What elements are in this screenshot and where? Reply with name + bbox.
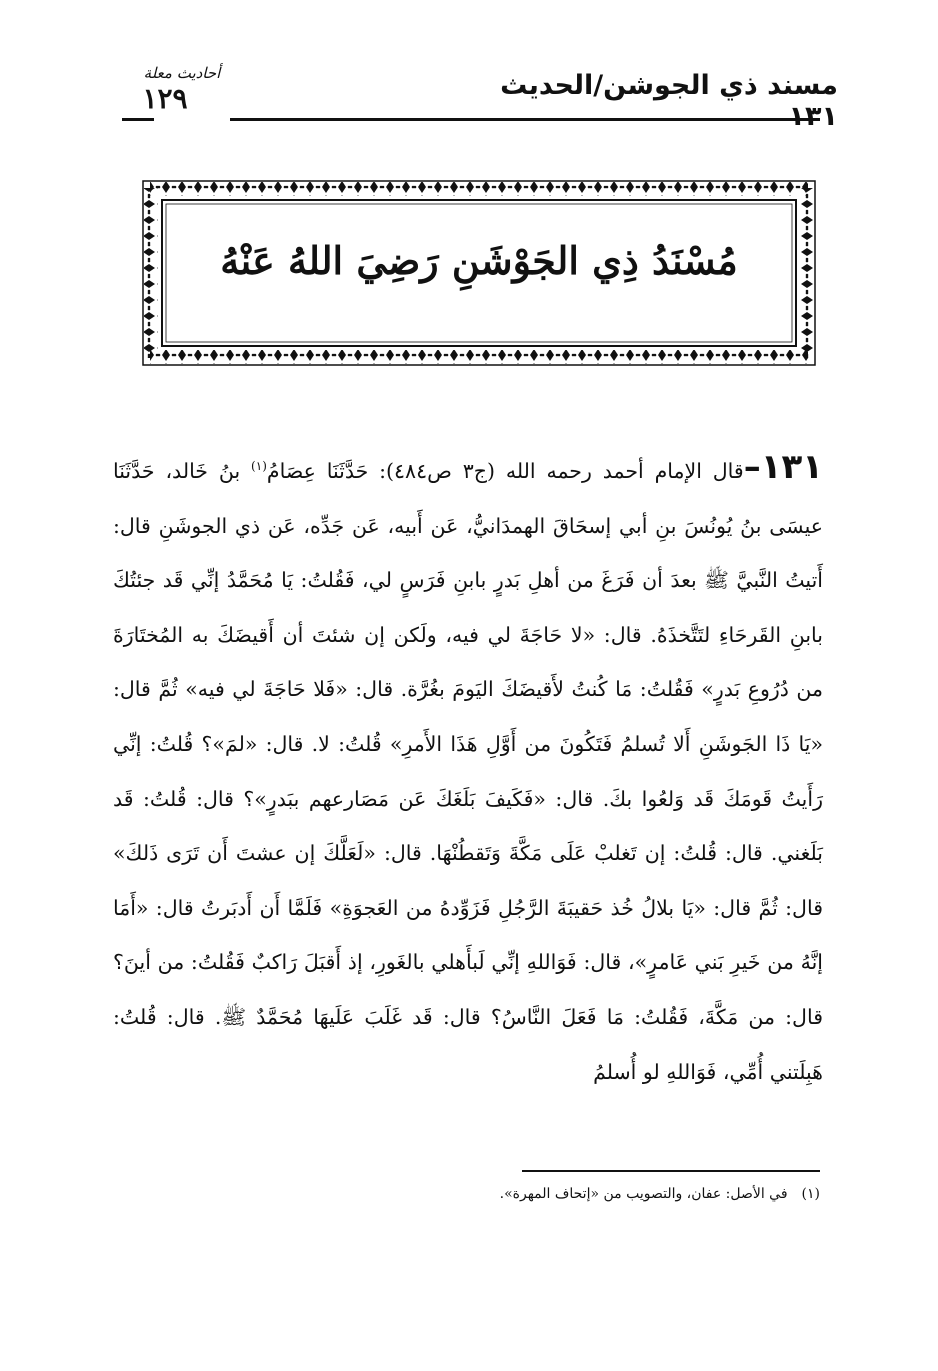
- hadith-text: [113, 440, 823, 1099]
- header-rule: [230, 118, 820, 121]
- footnote-rule: [522, 1170, 820, 1172]
- page-number-rule: [122, 118, 154, 121]
- section-title: مُسْنَدُ ذِي الجَوْشَنِ رَضِيَ اللهُ عَنْهُ: [220, 238, 738, 283]
- ornamental-title-frame: [142, 180, 816, 366]
- footnote-reference: (١): [251, 459, 267, 474]
- page-number: ١٢٩: [142, 82, 188, 115]
- footnote: [320, 1186, 820, 1202]
- hadith-number-dash: –: [743, 447, 761, 487]
- hadith-text-part2: بنُ خَالد، حَدَّثَنَا عيسَى بنُ يُونُسَ بنِ أبي إسحَاقَ الهمدَانيُّ، عَن أَبيه، عَن جَدِّه، عَن ذي الجوشَنِ قال: أَتيتُ النَّبيَّ ﷺ بعدَ أن فَرَغَ من أهلِ بَدرٍ بابنِ فَرَسٍ لي، فَقُلتُ: يَا مُحَمَّدُ إنِّي قَد جئتُكَ بابنِ القَرحَاءِ لتَتَّخذَهُ. قال: «لا حَاجَةَ لي فيه، ولَكن إن شئتَ أن أَقيضَكَ به المُختَارَةَ من دُرُوعِ بَدرٍ» فَقُلتُ: مَا كُنتُ لأَقيضَكَ اليَومَ بغُرَّة. قال: «فَلا حَاجَةَ لي فيه» ثُمَّ قال: «يَا ذَا الجَوشَنِ أَلا تُسلمُ فَتَكُونَ من أَوَّلِ هَذَا الأَمرِ» قُلتُ: لا. قال: «لمَ»؟ قُلتُ: إنِّي رَأَيتُ قَومَكَ قَد وَلعُوا بكَ. قال: «فَكَيفَ بَلَغَكَ عَن مَصَارعهم ببَدرٍ»؟ قال: قُلتُ: قَد بَلَغني. قال: قُلتُ: إن تَغلبْ عَلَى مَكَّةَ وَتَقطُنْهَا. قال: «لَعَلَّكَ إن عشتَ أَن تَرَى ذَلكَ» قال: ثُمَّ قال: «يَا بلالُ خُذ حَقيبَةَ الرَّجُلِ فَزَوِّدهُ من العَجوَةِ» فَلَمَّا أَن أَدبَرتُ قال: «أَمَا إنَّهُ من خَيرِ بَني عَامرٍ»، قال: فَوَاللهِ إنِّي لَبأَهلي بالغَورِ، إذ أَقبَلَ رَاكبٌ فَقُلتُ: من أينَ؟ قال: من مَكَّةَ، فَقُلتُ: مَا فَعَلَ النَّاسُ؟ قال: قَد غَلَبَ عَلَيهَا مُحَمَّدٌ ﷺ. قال: قُلتُ: هَبِلَتني أُمِّي، فَوَاللهِ لو أُسلمُ: [113, 459, 823, 1084]
- running-title: مسند ذي الجوشن/الحديث ١٣١: [500, 70, 838, 132]
- page-number-note: أحاديث معلة: [143, 64, 221, 82]
- hadith-text-part1: قال الإمام أحمد رحمه الله (ج٣ ص٤٨٤): حَدَّثَنَا عِصَامُ: [266, 459, 744, 483]
- footnote-text: في الأصل: عفان، والتصويب من «إتحاف المهرة».: [499, 1186, 788, 1202]
- hadith-number: ١٣١: [760, 447, 823, 487]
- footnote-marker: (١): [801, 1186, 820, 1202]
